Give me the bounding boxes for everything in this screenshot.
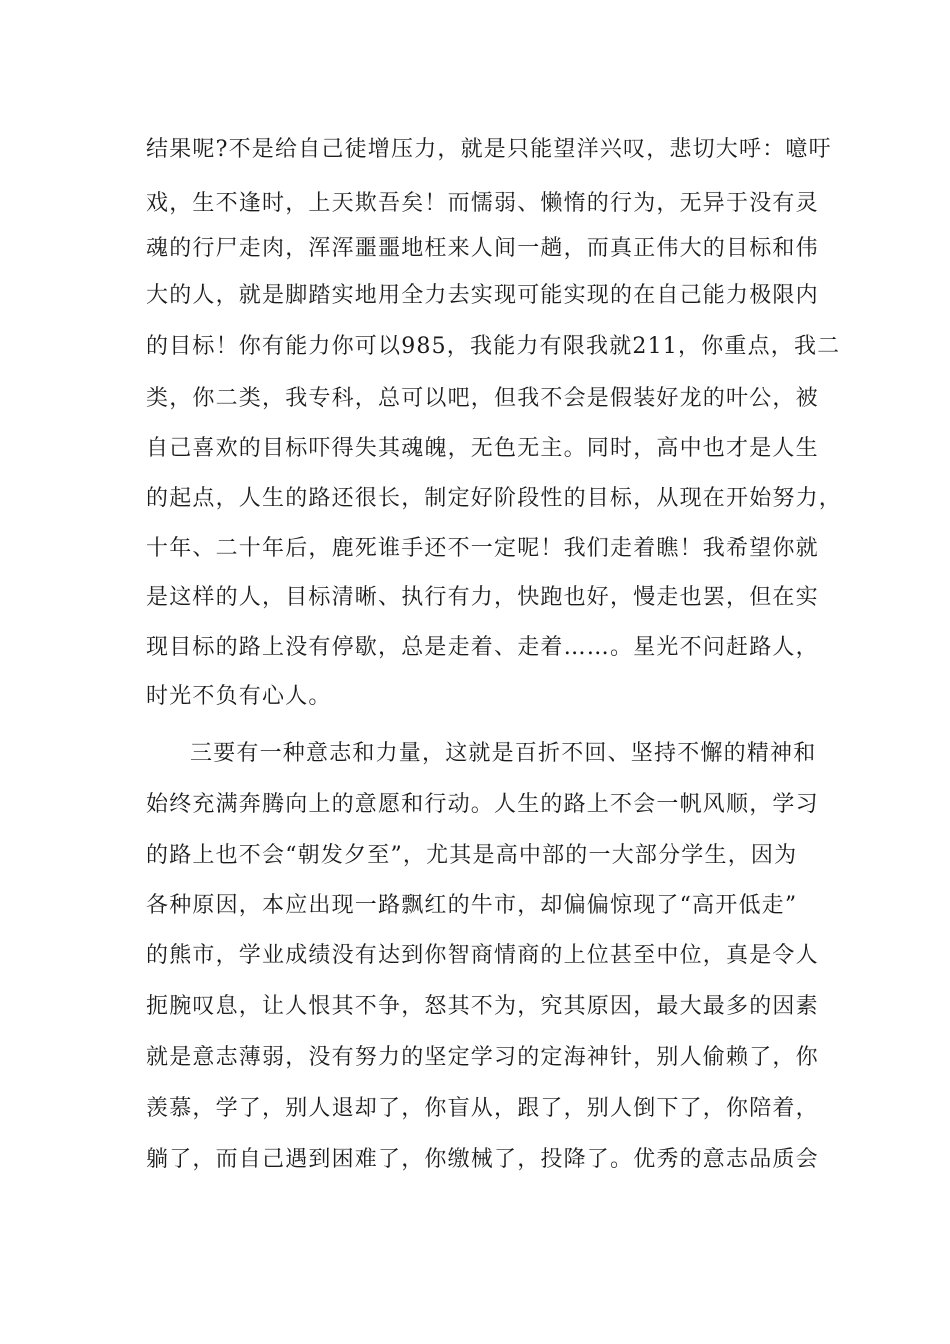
text-line: 自己喜欢的目标吓得失其魂魄，无色无主。同时，高中也才是人生 <box>146 436 819 461</box>
text-line: 的起点，人生的路还很长，制定好阶段性的目标，从现在开始努力， <box>146 486 843 511</box>
text-line: 是这样的人，目标清晰、执行有力，快跑也好，慢走也罢，但在实 <box>146 585 819 610</box>
text-line: 羡慕，学了，别人退却了，你盲从，跟了，别人倒下了，你陪着， <box>146 1096 819 1121</box>
text-line: 现目标的路上没有停歇，总是走着、走着……。星光不问赶路人， <box>146 635 819 660</box>
text-line: 戏，生不逢时，上天欺吾矣！而懦弱、懒惰的行为，无异于没有灵 <box>146 191 819 216</box>
text-line: 各种原因，本应出现一路飘红的牛市，却偏偏惊现了“高开低走” <box>146 893 798 918</box>
text-line: 的目标！你有能力你可以985，我能力有限我就211，你重点，我二 <box>146 334 841 359</box>
text-line: 的路上也不会“朝发夕至”，尤其是高中部的一大部分学生，因为 <box>146 843 798 868</box>
text-line: 魂的行尸走肉，浑浑噩噩地枉来人间一趟，而真正伟大的目标和伟 <box>146 236 819 261</box>
text-line: 始终充满奔腾向上的意愿和行动。人生的路上不会一帆风顺，学习 <box>146 792 819 817</box>
text-line: 结果呢?不是给自己徒增压力，就是只能望洋兴叹，悲切大呼：噫吁 <box>146 137 832 162</box>
text-line: 躺了，而自己遇到困难了，你缴械了，投降了。优秀的意志品质会 <box>146 1147 819 1172</box>
text-line: 就是意志薄弱，没有努力的坚定学习的定海神针，别人偷赖了，你 <box>146 1045 819 1070</box>
text-line: 十年、二十年后，鹿死谁手还不一定呢！我们走着瞧！我希望你就 <box>146 536 819 561</box>
text-line: 的熊市，学业成绩没有达到你智商情商的上位甚至中位，真是令人 <box>146 943 819 968</box>
text-line: 时光不负有心人。 <box>146 684 332 709</box>
text-line: 扼腕叹息，让人恨其不争，怒其不为，究其原因，最大最多的因素 <box>146 994 819 1019</box>
text-line: 类，你二类，我专科，总可以吧，但我不会是假装好龙的叶公，被 <box>146 386 819 411</box>
paragraph-first-line: 三要有一种意志和力量，这就是百折不回、坚持不懈的精神和 <box>190 741 817 766</box>
text-line: 大的人，就是脚踏实地用全力去实现可能实现的在自己能力极限内 <box>146 283 819 308</box>
